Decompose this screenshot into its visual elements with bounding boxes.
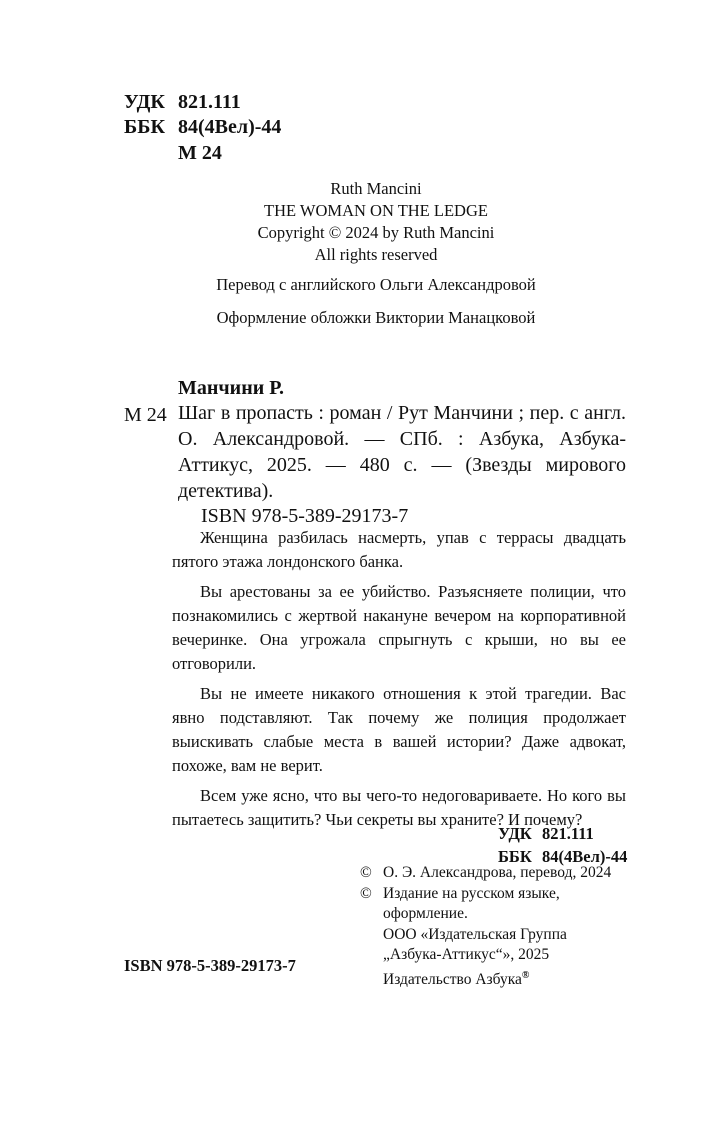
bbk-value: 84(4Вел)-44 — [178, 116, 282, 138]
annotation-paragraph: Вы арестованы за ее убийство. Разъясняете полиции, что познакомились с жертвой накануне вечером на корпоративной вечеринке. Она угрожала спрыгнуть с крыши, но вы ее отговорили. — [172, 582, 626, 673]
original-author: Ruth Mancini — [330, 179, 422, 198]
copyright-edition-line: оформление. — [383, 905, 468, 922]
annotation — [172, 526, 626, 832]
annotation-paragraph: Всем уже ясно, что вы чего-то недоговариваете. Но кого вы пытаетесь защитить? Чьи секреты вы храните? И почему? — [172, 786, 626, 829]
catalog-author-heading: Манчини Р. — [178, 377, 284, 399]
copyright-translation — [360, 863, 611, 884]
udk-code-bottom — [498, 822, 594, 845]
catalog-author-code: М 24 — [124, 404, 167, 426]
copyright-symbol: © — [360, 884, 372, 902]
bbk-value: 84(4Вел)-44 — [542, 847, 628, 866]
publisher-name: Издательство Азбука — [383, 970, 522, 988]
copyright-edition-line: „Азбука-Аттикус“», 2025 — [383, 946, 550, 963]
catalog-isbn: ISBN 978-5-389-29173-7 — [201, 505, 409, 527]
original-rights: All rights reserved — [314, 245, 438, 264]
isbn-bottom: ISBN 978-5-389-29173-7 — [124, 956, 296, 975]
translator-credit: Перевод с английского Ольги Александровой — [216, 275, 536, 294]
udk-label: УДК — [124, 91, 165, 113]
registered-mark: ® — [521, 969, 530, 981]
bbk-label: ББК — [124, 116, 165, 138]
original-title: THE WOMAN ON THE LEDGE — [264, 201, 488, 220]
copyright-symbol: © — [360, 864, 372, 881]
copyright-notices — [360, 863, 611, 990]
author-mark: М 24 — [178, 142, 222, 164]
copyright-edition-line: ООО «Издательская Группа — [383, 925, 567, 943]
catalog-description: Шаг в пропасть : роман / Рут Манчини ; пер. с англ. О. Александровой. — СПб. : Азбука, Азбука-Аттикус, 2025. — 480 с. — (Звезды мирового детектива). — [178, 402, 626, 502]
copyright-edition — [360, 884, 611, 991]
bbk-code — [124, 115, 281, 140]
copyright-translation-text: О. Э. Александрова, перевод, 2024 — [383, 864, 612, 881]
udk-label: УДК — [498, 824, 532, 843]
copyright-edition-line: Издание на русском языке, — [383, 884, 560, 902]
annotation-paragraph: Вы не имеете никакого отношения к этой трагедии. Вас явно подставляют. Так почему же полиция продолжает выискивать слабые места в вашей истории? Даже адвокат, похоже, вам не верит. — [172, 684, 626, 775]
udk-value: 821.111 — [178, 91, 241, 113]
original-copyright: Copyright © 2024 by Ruth Mancini — [257, 223, 495, 242]
copyright-edition-line — [383, 966, 567, 991]
udk-code — [124, 90, 241, 115]
udk-value: 821.111 — [542, 824, 594, 843]
bbk-label: ББК — [498, 847, 532, 866]
cover-design-credit: Оформление обложки Виктории Манацковой — [216, 308, 536, 327]
annotation-paragraph: Женщина разбилась насмерть, упав с террасы двадцать пятого этажа лондонского банка. — [172, 528, 626, 571]
